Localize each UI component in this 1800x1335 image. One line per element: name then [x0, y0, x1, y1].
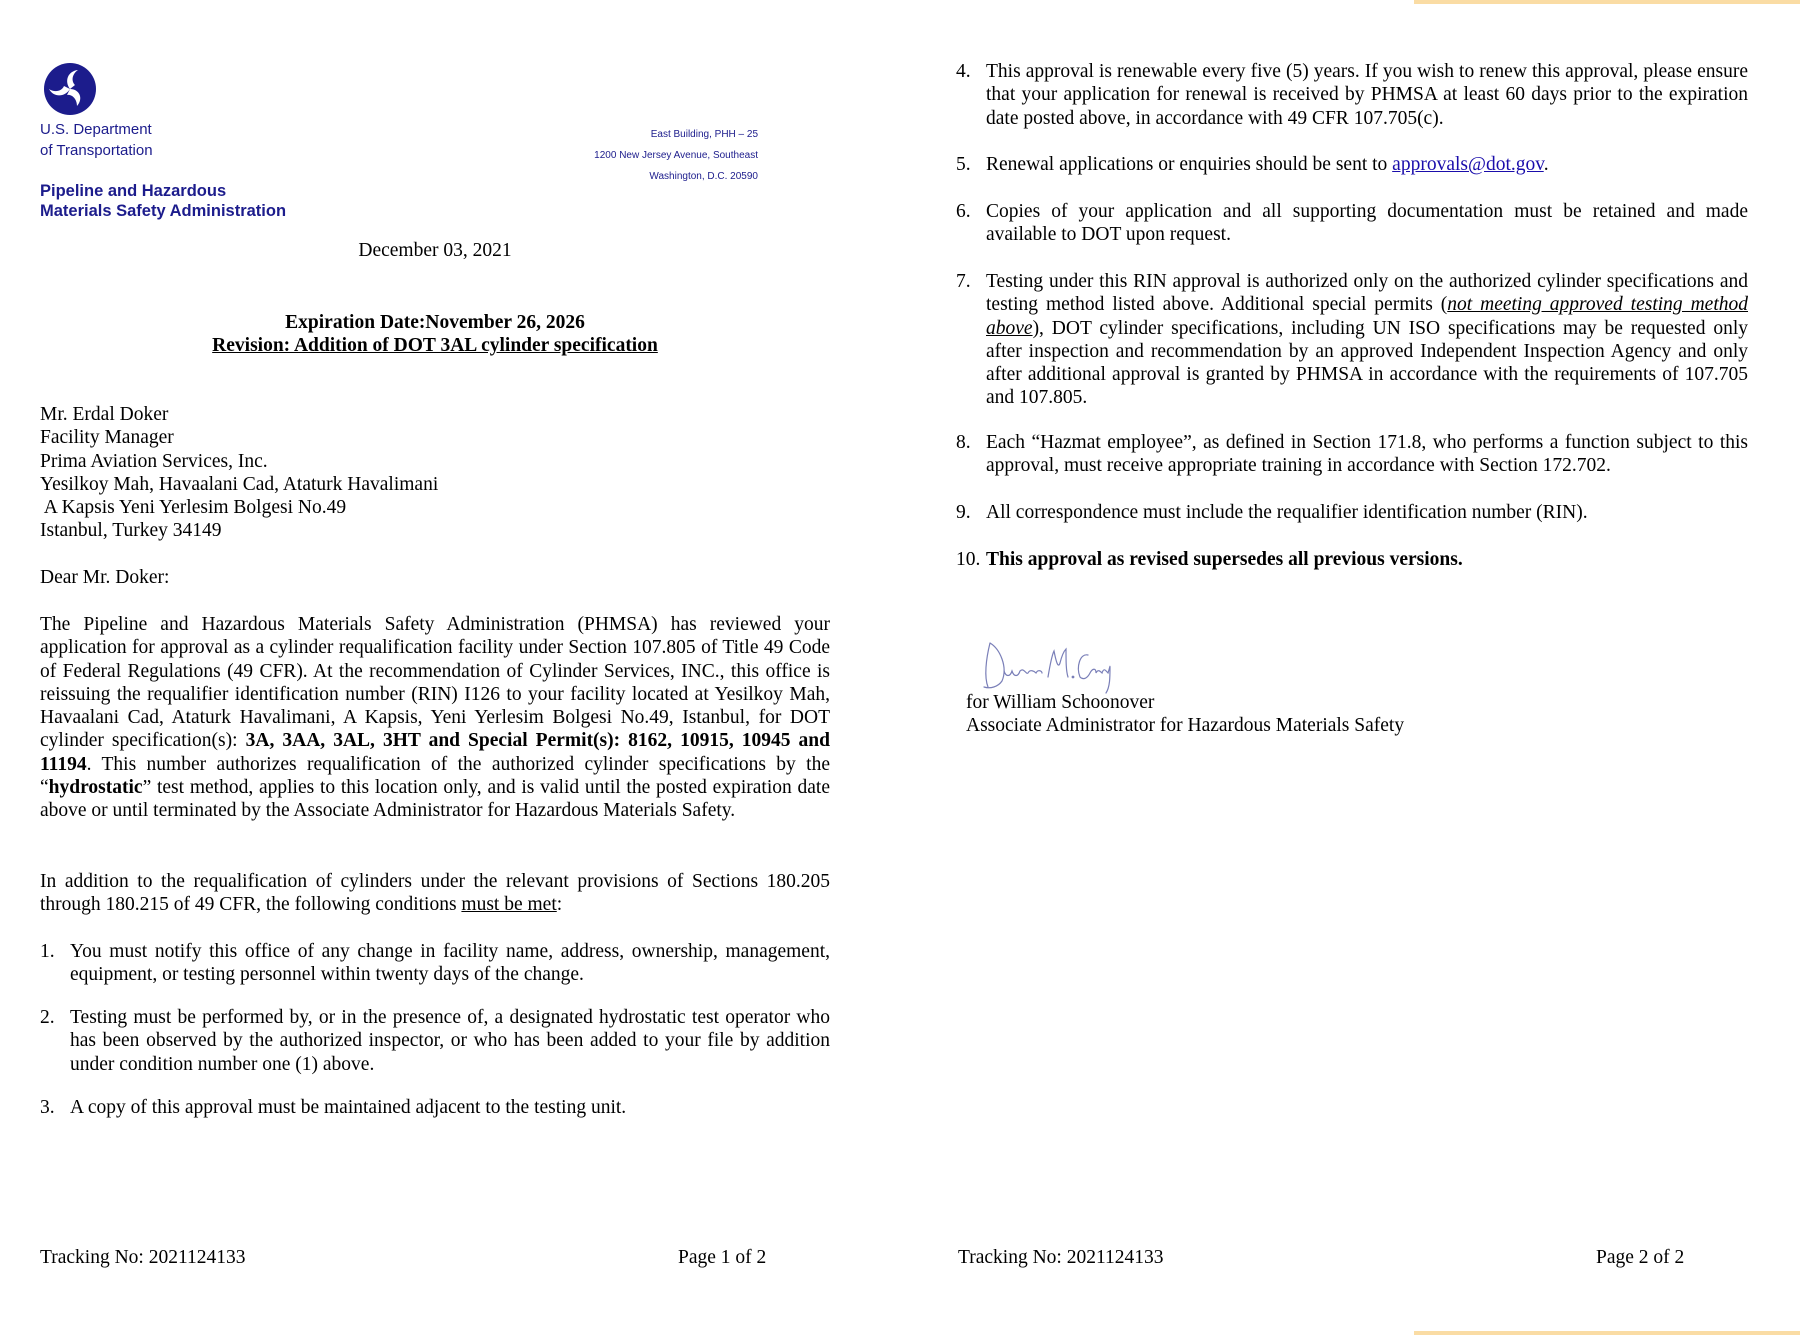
condition-text	[986, 153, 1748, 176]
paragraph-text: ” test method, applies to this location only, and is valid until the posted expiration date above or until terminated by the Associate Administrator for Hazardous Materials Safety.	[40, 777, 830, 822]
condition-item-5	[956, 153, 1748, 176]
recipient-address	[40, 403, 830, 543]
condition-item-6	[956, 200, 1748, 247]
department-line-2: of Transportation	[40, 141, 153, 159]
condition-item-10	[956, 548, 1748, 571]
condition-item-1	[40, 940, 830, 987]
condition-text: Copies of your application and all supporting documentation must be retained and made available to DOT upon request.	[986, 201, 1748, 246]
condition-item-3	[40, 1096, 830, 1119]
signer-name: for William Schoonover	[966, 692, 1155, 713]
tracking-number: Tracking No: 2021124133	[40, 1247, 246, 1268]
page-number: Page 1 of 2	[678, 1247, 767, 1268]
paragraph-text: In addition to the requalification of cylinders under the relevant provisions of Sections 180.205 through 180.215 of 49 CFR, the following conditions	[40, 871, 830, 916]
signature-block	[966, 691, 1404, 738]
department-line-1: U.S. Department	[40, 121, 152, 138]
administration-name	[40, 181, 286, 221]
condition-text-part: .	[1543, 154, 1549, 175]
handwritten-signature	[980, 637, 1115, 695]
recipient-name: Mr. Erdal Doker	[40, 404, 169, 425]
signer-title: Associate Administrator for Hazardous Materials Safety	[966, 715, 1405, 737]
condition-number: 2.	[40, 1007, 55, 1028]
test-method: hydrostatic	[48, 777, 143, 799]
condition-text-part: Renewal applications or enquiries should be sent to	[986, 154, 1393, 175]
tracking-number: Tracking No: 2021124133	[958, 1247, 1164, 1268]
condition-number: 7.	[956, 271, 971, 292]
paragraph-text: :	[556, 894, 563, 916]
dot-logo-icon	[44, 63, 96, 115]
condition-item-4	[956, 60, 1748, 130]
paragraph-text: . This number authorizes requalification of the authorized cylinder specifications by the “	[40, 753, 830, 799]
paragraph-text: The Pipeline and Hazardous Materials Safety Administration (PHMSA) has reviewed your application for approval as a cylinder requalification facility under Section 107.805 of Title 49 Code of Federal Regulations (49 CFR). At the recommendation of Cylinder Services, INC., this office is reissuing the requalifier identification number (RIN) I126 to your facility located at Yesilkoy Mah, Havaalani Cad, Ataturk Havalimani, A Kapsis, Yeni Yerlesim Bolgesi No.49, Istanbul, for DOT cylinder specification(s):	[40, 614, 830, 752]
condition-number: 9.	[956, 502, 971, 523]
condition-number: 8.	[956, 432, 971, 453]
recipient-city: Istanbul, Turkey 34149	[40, 520, 222, 542]
emphasis-text: must be met	[461, 894, 557, 916]
agency-address	[594, 124, 758, 187]
condition-number: 10.	[956, 549, 981, 570]
condition-number: 5.	[956, 154, 971, 175]
cylinder-specifications: 3A, 3AA, 3AL, 3HT and Special Permit(s): 8162, 10915, 10945 and 11194	[40, 730, 830, 775]
condition-text: This approval is renewable every five (5) years. If you wish to renew this approval, please ensure that your application for renewal is received by PHMSA at least 60 days prior to the expiration date posted above, in accordance with 49 CFR 107.705(c).	[986, 61, 1748, 129]
recipient-company: Prima Aviation Services, Inc.	[40, 450, 268, 472]
address-line-2: 1200 New Jersey Avenue, Southeast	[594, 150, 758, 161]
condition-text: This approval as revised supersedes all previous versions.	[986, 549, 1463, 570]
condition-text: All correspondence must include the requalifier identification number (RIN).	[986, 502, 1588, 523]
condition-number: 3.	[40, 1097, 55, 1118]
body-paragraph-2	[40, 870, 830, 917]
recipient-street: Yesilkoy Mah, Havaalani Cad, Ataturk Havalimani	[40, 473, 439, 495]
recipient-title: Facility Manager	[40, 427, 174, 449]
body-paragraph-1	[40, 613, 830, 823]
approvals-email-link[interactable]: approvals@dot.gov	[1392, 154, 1544, 175]
condition-text: Each “Hazmat employee”, as defined in Section 171.8, who performs a function subject to this approval, must receive appropriate training in accordance with Section 172.702.	[986, 432, 1748, 477]
condition-text: You must notify this office of any change in facility name, address, ownership, management, equipment, or testing personnel within twenty days of the change.	[70, 941, 830, 986]
address-line-1: East Building, PHH – 25	[650, 129, 758, 140]
administration-line-2: Materials Safety Administration	[40, 202, 287, 220]
condition-text-part: Testing under this RIN approval is authorized only on the authorized cylinder specifications and testing method listed above. Additional special permits (	[986, 271, 1748, 316]
expiration-date: Expiration Date:November 26, 2026	[285, 312, 585, 333]
salutation: Dear Mr. Doker:	[40, 567, 170, 588]
condition-text	[986, 270, 1748, 410]
condition-text: A copy of this approval must be maintained adjacent to the testing unit.	[70, 1097, 627, 1118]
condition-number: 6.	[956, 201, 971, 222]
condition-number: 1.	[40, 941, 55, 962]
address-line-3: Washington, D.C. 20590	[649, 171, 758, 182]
emphasis-text: not meeting approved testing method above	[986, 294, 1749, 339]
recipient-street-2: A Kapsis Yeni Yerlesim Bolgesi No.49	[40, 497, 347, 519]
condition-item-2	[40, 1006, 830, 1076]
revision-title: Revision: Addition of DOT 3AL cylinder specification	[212, 335, 658, 356]
condition-text-part: ), DOT cylinder specifications, including UN ISO specifications may be requested only after inspection and recommendation by an approved Independent Inspection Agency and only after additional approval is granted by PHMSA in accordance with the requirements of 107.705 and 107.805.	[986, 317, 1748, 409]
condition-item-9	[956, 501, 1748, 524]
condition-item-7	[956, 270, 1748, 410]
page-number: Page 2 of 2	[1596, 1247, 1685, 1268]
condition-item-8	[956, 431, 1748, 478]
letter-page-1	[0, 0, 880, 1335]
administration-line-1: Pipeline and Hazardous	[40, 182, 227, 200]
condition-number: 4.	[956, 61, 971, 82]
letter-date: December 03, 2021	[358, 240, 512, 261]
department-name	[40, 120, 153, 161]
condition-text: Testing must be performed by, or in the presence of, a designated hydrostatic test operator who has been observed by the authorized inspector, or who has been added to your file by addition under condition number one (1) above.	[70, 1007, 830, 1075]
